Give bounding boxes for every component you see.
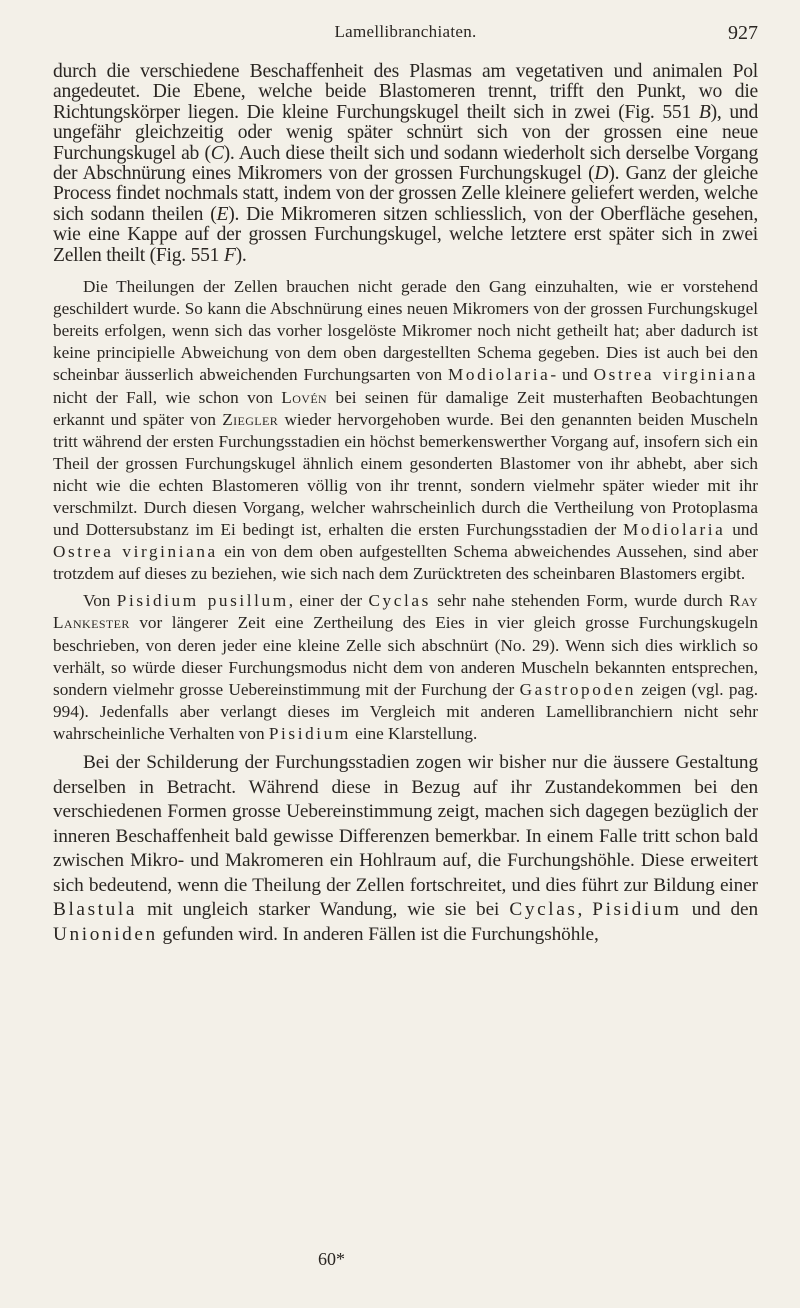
figure-letter: F [223, 244, 236, 266]
text-run: , einer der [288, 591, 369, 611]
running-title: Lamellibranchiaten. [334, 22, 477, 41]
genus-name: Modiolaria [623, 520, 726, 540]
taxon-name: Gastropoden [519, 679, 637, 699]
taxon-name: Unioniden [53, 923, 158, 945]
species-name: Pisidium pusillum [116, 591, 289, 611]
text-run: sehr nahe stehenden Form, wurde durch [430, 591, 730, 611]
body-text [53, 62, 758, 947]
text-run: - und [550, 365, 594, 385]
text-run: bei seinen für damalige Zeit musterhaften Beobachtungen erkannt und später von [53, 387, 758, 429]
text-run: ). [235, 244, 247, 266]
text-run: Von [83, 591, 117, 611]
term-name: Blastula [53, 899, 137, 921]
text-run: ). Die Mikromeren sitzen schliesslich, von der Oberfläche gesehen, wie eine Kappe auf der grossen Furchungskugel, welche letztere erst später sich in zwei Zellen theilt (Fig. 551 [53, 203, 758, 266]
genus-name: Cyclas [509, 899, 578, 921]
text-run: ein von dem oben aufgestellten Schema abweichendes Aussehen, sind aber trotzdem auf dieses zu beziehen, wie sich nach dem Zurücktreten des scheinbaren Blastomers ergibt. [53, 542, 758, 584]
species-name: Ostrea virginiana [53, 542, 218, 562]
author-name: Ziegler [222, 409, 279, 429]
genus-name: Cyclas [368, 591, 431, 611]
text-run: wieder hervorgehoben wurde. Bei den genannten beiden Muscheln tritt während der ersten Furchungsstadien ein höchst bemerkenswerther Vorgang auf, insofern sich ein Theil der grossen Furchungskugel ähnlich einem gesonderten Blastomer von ihr abhebt, aber sich nicht wie die echten Blastomeren völlig von ihr trennt, sondern vielmehr später wieder mit ihr verschmilzt. Durch diesen Vorgang, welcher wahrscheinlich durch die Vertheilung von Protoplasma und Dottersubstanz im Ei bedingt ist, erhalten die ersten Furchungsstadien der [53, 409, 758, 540]
text-run: ), und ungefähr gleichzeitig oder wenig später schnürt sich von der grossen eine neue Furchungskugel ab ( [53, 101, 758, 164]
text-run: durch die verschiedene Beschaffenheit des Plasmas am vegetativen und animalen Pol angedeutet. Die Ebene, welche beide Blastomeren trennt, trifft den Punkt, wo die Richtungskörper liegen. Die kleine Furchungskugel theilt sich in zwei (Fig. 551 [53, 61, 758, 123]
page-header [53, 22, 758, 62]
text-run: eine Klarstellung. [350, 723, 478, 743]
text-run: , [577, 899, 593, 921]
figure-letter: D [594, 163, 609, 185]
text-run: ). Ganz der gleiche Process findet nochmals statt, indem von der grossen Zelle kleinere geliefert werden, welche sich sodann theilen ( [53, 163, 758, 225]
text-run: gefunden wird. In anderen Fällen ist die Furchungshöhle, [157, 923, 599, 945]
paragraph-4 [53, 751, 758, 947]
text-run: Bei der Schilderung der Furchungsstadien zogen wir bisher nur die äussere Gestaltung derselben in Betracht. Während diese in Bezug auf ihr Zustandekommen bei den verschiedenen Formen grosse Uebereinstimmung zeigt, machen sich dagegen bezüglich der inneren Beschaffenheit bald gewisse Differenzen bemerkbar. In einem Falle tritt schon bald zwischen Mikro- und Makromeren ein Hohlraum auf, die Furchungshöhle. Diese erweitert sich bedeutend, wenn die Theilung der Zellen fortschreitet, und dies führt zur Bildung einer [53, 752, 758, 896]
author-name: Ray Lankester [53, 591, 759, 633]
genus-name: Modiolaria [448, 365, 551, 385]
signature-mark: 60* [318, 1249, 345, 1269]
text-run: mit ungleich starker Wandung, wie sie bei [137, 899, 510, 921]
text-run: vor längerer Zeit eine Zertheilung des Eies in vier gleich grosse Furchungskugeln beschrieben, von deren jeder eine kleine Zelle sich abschnürt (No. 29). Wenn sich dies wirklich so verhält, so würde dieser Furchungsmodus nicht dem von anderen Muscheln bekannten entsprechen, sondern vielmehr grosse Uebereinstimmung mit der Furchung der [53, 613, 758, 699]
text-run: zeigen (vgl. pag. 994). Jedenfalls aber verlangt dieses im Vergleich mit anderen Lamellibranchiern nicht sehr wahrscheinliche Verhalten von [53, 679, 758, 743]
text-run: Die Theilungen der Zellen brauchen nicht gerade den Gang einzuhalten, wie er vorstehend geschildert wurde. So kann die Abschnürung eines neuen Mikromers von der grossen Furchungskugel bereits erfolgen, wenn sich das vorher losgelöste Mikromer noch nicht getheilt hat; aber dadurch ist keine principielle Abweichung von dem oben dargestellten Schema gegeben. Dies ist auch bei den scheinbar äusserlich abweichenden Furchungsarten von [53, 277, 758, 385]
species-name: Ostrea virginiana [593, 365, 758, 385]
page-number: 927 [728, 22, 758, 44]
text-run: und [725, 520, 758, 540]
paragraph-1 [53, 62, 758, 266]
figure-letter: B [698, 101, 711, 123]
book-page [53, 22, 758, 1292]
figure-letter: C [210, 142, 224, 164]
paragraph-2 [53, 276, 758, 585]
paragraph-3 [53, 590, 758, 745]
genus-name: Pisidium [592, 899, 682, 921]
text-run: ). Auch diese theilt sich und sodann wiederholt sich derselbe Vorgang der Abschnürung eines Mikromers von der grossen Furchungskugel ( [53, 142, 759, 185]
text-run: und den [681, 899, 758, 921]
genus-name: Pisidium [268, 723, 351, 743]
text-run: nicht der Fall, wie schon von [53, 387, 282, 407]
figure-letter: E [216, 203, 229, 225]
author-name: Lovén [281, 387, 328, 407]
